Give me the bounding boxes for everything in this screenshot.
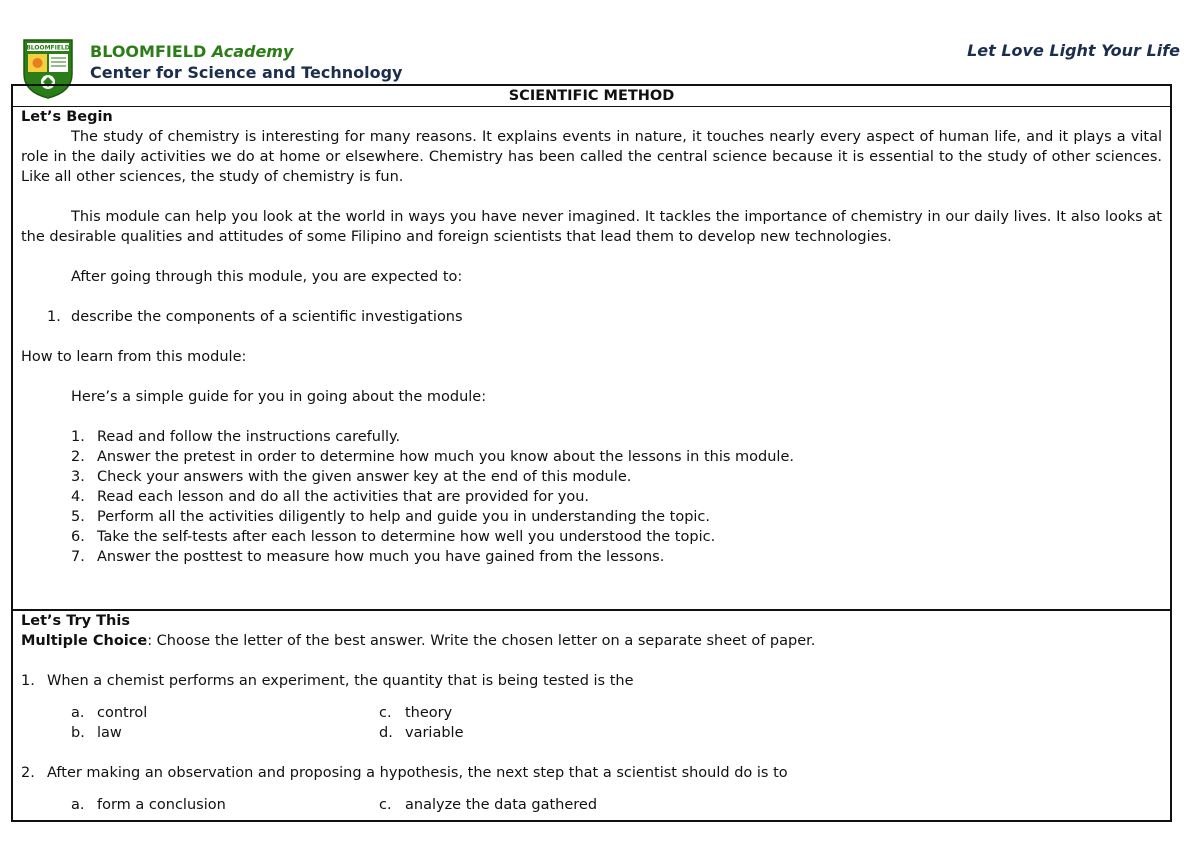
guide-intro: Here’s a simple guide for you in going about the module: <box>71 389 487 405</box>
list-item: 5. Perform all the activities diligently to help and guide you in understanding the topic. <box>71 509 711 525</box>
choice-a: a. control <box>71 705 148 721</box>
question-2-choices <box>21 795 1162 815</box>
question-2: 2. After making an observation and proposing a hypothesis, the next step that a scientist should do is to <box>21 765 788 781</box>
choice-b: b. law <box>71 725 122 741</box>
school-motto: Let Love Light Your Life <box>967 41 1180 60</box>
mc-label: Multiple Choice <box>21 633 148 649</box>
lets-begin-section <box>11 84 1172 611</box>
list-item: 1. Read and follow the instructions carefully. <box>71 429 401 445</box>
school-block <box>90 41 402 83</box>
steps-list <box>21 427 1162 567</box>
choice-d: d. variable <box>379 725 464 741</box>
list-item: 3. Check your answers with the given answer key at the end of this module. <box>71 469 632 485</box>
list-item: 4. Read each lesson and do all the activities that are provided for you. <box>71 489 590 505</box>
page-title: SCIENTIFIC METHOD <box>13 86 1170 107</box>
list-item: 2. Answer the pretest in order to determine how much you know about the lessons in this module. <box>71 449 794 465</box>
expectations-intro: After going through this module, you are expected to: <box>71 269 463 285</box>
school-name: BLOOMFIELD Academy <box>90 42 294 61</box>
intro-paragraph-2: This module can help you look at the world in ways you have never imagined. It tackles the importance of chemistry in our daily lives. It also looks at the desirable qualities and attitudes of some Filipino and foreign scientists that lead them to develop new technologies. <box>21 209 1162 245</box>
objectives-list <box>21 307 1162 327</box>
section-heading: Let’s Begin <box>21 109 113 125</box>
school-name-suffix: Academy <box>211 42 294 61</box>
choice-c: c. analyze the data gathered <box>379 797 598 813</box>
school-subtitle: Center for Science and Technology <box>90 63 403 82</box>
mc-instructions: Multiple Choice: Choose the letter of the best answer. Write the chosen letter on a separate sheet of paper. <box>21 633 816 649</box>
lets-try-this-section <box>11 609 1172 822</box>
choice-c: c. theory <box>379 705 453 721</box>
question-1: 1. When a chemist performs an experiment, the quantity that is being tested is the <box>21 673 634 689</box>
list-item: 7. Answer the posttest to measure how much you have gained from the lessons. <box>71 549 665 565</box>
list-item: 1. describe the components of a scientific investigations <box>47 309 463 325</box>
choice-a: a. form a conclusion <box>71 797 226 813</box>
list-item: 6. Take the self-tests after each lesson to determine how well you understood the topic. <box>71 529 716 545</box>
page-header <box>20 36 1180 86</box>
logo-text: BLOOMFIELD <box>26 44 70 52</box>
intro-paragraph-1: The study of chemistry is interesting for many reasons. It explains events in nature, it touches nearly every aspect of human life, and it plays a vital role in the daily activities we do at home or elsewhere. Chemistry has been called the central science because it is essential to the study of other sciences. Like all other sciences, the study of chemistry is fun. <box>21 129 1162 185</box>
how-to-learn: How to learn from this module: <box>21 349 247 365</box>
question-1-choices <box>21 703 1162 743</box>
section-heading: Let’s Try This <box>21 613 130 629</box>
